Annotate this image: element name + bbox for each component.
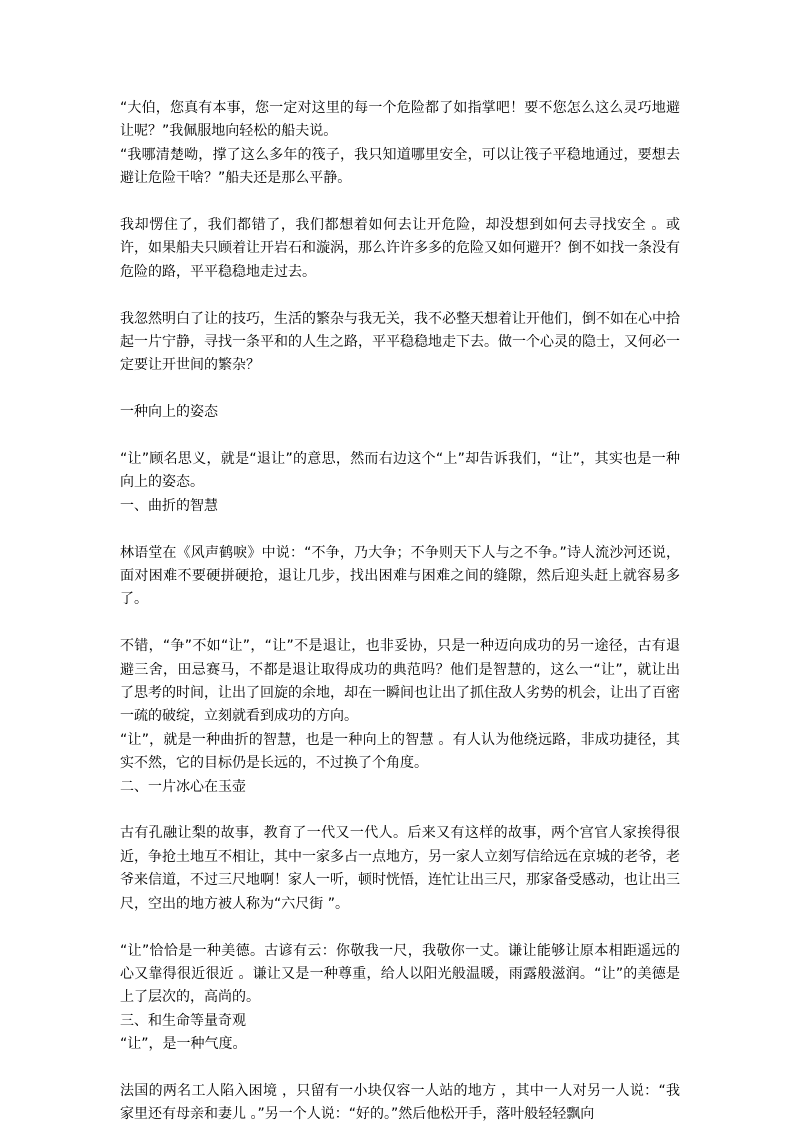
paragraph: 不错，“争”不如“让”，“让”不是退让，也非妥协，只是一种迈向成功的另一途径，古有退避三舍，田忌赛马，不都是退让取得成功的典范吗？他们是智慧的，这么一“让”，就让出了思考的时间，让出了回旋的余地，却在一瞬间也让出了抓住敌人劣势的机会，让出了百密一疏的破绽，立刻就看到成功的方向。 bbox=[120, 638, 680, 725]
paragraph-gap bbox=[120, 191, 680, 214]
paragraph: 二、一片冰心在玉壶 bbox=[120, 778, 246, 795]
paragraph: “大伯，您真有本事，您一定对这里的每一个危险都了如指掌吧！要不您怎么这么灵巧地避让呢？”我佩服地向轻松的船夫说。 bbox=[120, 100, 680, 140]
paragraph-gap bbox=[120, 916, 680, 939]
paragraph: “让”，就是一种曲折的智慧，也是一种向上的智慧 。有人认为他绕远路，非成功捷径，其实不然，它的目标仍是长远的，不过换了个角度。 bbox=[120, 731, 680, 772]
paragraph-gap bbox=[120, 425, 680, 448]
paragraph-gap bbox=[120, 378, 680, 401]
paragraph: 我忽然明白了让的技巧，生活的繁杂与我无关，我不必整天想着让开他们，倒不如在心中拾起一片宁静，寻找一条平和的人生之路，平平稳稳地走下去。做一个心灵的隐士，又何必一定要让开世间的繁杂？ bbox=[120, 310, 680, 374]
paragraph-gap bbox=[120, 518, 680, 541]
paragraph: “让”恰恰是一种美德。古谚有云：你敬我一尺，我敬你一丈。谦让能够让原本相距遥远的心又靠得很近很近 。谦让又是一种尊重，给人以阳光般温暖，雨露般滋润。“让”的美德是上了层次的，高尚的。 bbox=[120, 942, 680, 1006]
paragraph: 法国的两名工人陷入困境 ，只留有一小块仅容一人站的地方 ，其中一人对另一人说：“我家里还有母亲和妻儿 。”另一个人说：“好的。”然后他松开手，落叶般轻轻飘向 bbox=[120, 1082, 680, 1123]
paragraph: “我哪清楚呦，撑了这么多年的筏子，我只知道哪里安全，可以让筏子平稳地通过，要想去避让危险干啥？”船夫还是那么平静。 bbox=[120, 146, 680, 187]
paragraph: 一、曲折的智慧 bbox=[120, 497, 218, 514]
paragraph: 林语堂在《风声鹤唳》中说：“不争，乃大争；不争则天下人与之不争。”诗人流沙河还说，面对困难不要硬拼硬抢，退让几步，找出困难与困难之间的缝隙，然后迎头赶上就容易多了。 bbox=[120, 544, 680, 608]
paragraph-gap bbox=[120, 799, 680, 822]
paragraph: “让”，是一种气度。 bbox=[120, 1036, 247, 1053]
paragraph: 三、和生命等量奇观 bbox=[120, 1012, 246, 1029]
paragraph: 我却愣住了，我们都错了，我们都想着如何去让开危险，却没想到如何去寻找安全 。或许，如果船夫只顾着让开岩石和漩涡，那么许许多多的危险又如何避开？倒不如找一条没有危险的路，平平稳稳地走过去。 bbox=[120, 217, 680, 280]
paragraph: 一种向上的姿态 bbox=[120, 404, 218, 421]
paragraph-gap bbox=[120, 284, 680, 307]
paragraph-gap bbox=[120, 612, 680, 635]
paragraph-gap bbox=[120, 1057, 680, 1080]
paragraph: “让”顾名思义，就是“退让”的意思，然而右边这个“上”却告诉我们，“让”，其实也是一种向上的姿态。 bbox=[120, 451, 680, 491]
document-body bbox=[120, 97, 680, 1127]
paragraph: 古有孔融让梨的故事，教育了一代又一代人。后来又有这样的故事，两个宫官人家挨得很近，争抢土地互不相让，其中一家多占一点地方，另一家人立刻写信给远在京城的老爷，老爷来信道，不过三尺地啊！家人一听，顿时恍悟，连忙让出三尺，那家备受感动，也让出三尺，空出的地方被人称为“六尺街 ”。 bbox=[120, 825, 680, 912]
